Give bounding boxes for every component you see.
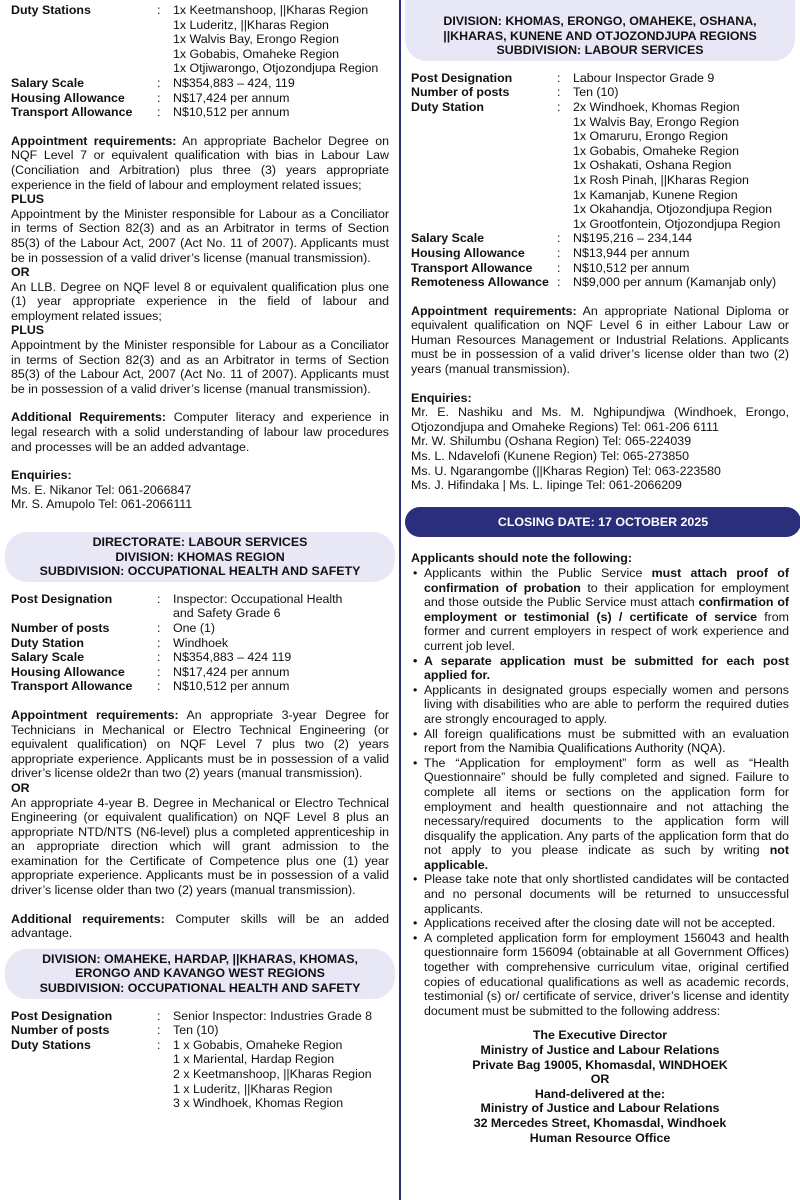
note-item: • A completed application form for employment 156043 and health questionnaire form 156094 (obtainable at all Government Offices) together with comprehensive curriculum vitae, original certified copies of educational qualifications as well as academic records, testimonial (s) or/ certificate of service, driver’s license and identity document must be submitted to the following address: <box>411 931 789 1019</box>
housing-value: N$17,424 per annum <box>173 90 290 105</box>
duty-line: 1 x Gobabis, Omaheke Region <box>173 1037 343 1052</box>
salary-label: Salary Scale <box>411 231 485 246</box>
label: Additional requirements: <box>11 911 165 926</box>
address-line: Ministry of Justice and Labour Relations <box>480 1101 720 1116</box>
salary-label: Salary Scale <box>11 75 85 90</box>
duty-line: 2x Windhoek, Khomas Region <box>573 99 740 114</box>
housing-label: Housing Allowance <box>11 90 125 105</box>
duty-line: 1x Kamanjab, Kunene Region <box>573 187 738 202</box>
plus-label: PLUS <box>11 192 45 207</box>
enquiry-line: Ms. J. Hifindaka | Ms. L. Iipinge Tel: 061-2066209 <box>411 478 682 493</box>
num-value: One (1) <box>173 620 216 635</box>
appointment-requirements <box>11 708 389 781</box>
or-label: OR <box>11 265 30 280</box>
address-line: The Executive Director <box>532 1028 668 1043</box>
duty-line: 1x Luderitz, ||Kharas Region <box>173 17 329 32</box>
transport-value: N$10,512 per annum <box>173 105 290 120</box>
post1-duty-lines-top <box>173 3 389 18</box>
enquiries-label: Enquiries: <box>411 390 472 405</box>
label: Additional Requirements: <box>11 410 166 425</box>
enquiry-line: Mr. W. Shilumbu (Oshana Region) Tel: 065-224039 <box>411 434 692 449</box>
address-line: Ministry of Justice and Labour Relations <box>480 1043 720 1057</box>
post-value: Labour Inspector Grade 9 <box>573 70 715 85</box>
text: to their application for employment and those outside the Public Service must attach <box>424 580 789 610</box>
address-line: OR <box>590 1072 610 1087</box>
text: Computer skills will be an added advantage. <box>11 911 389 941</box>
post-label: Post Designation <box>11 1008 113 1023</box>
note-item: • Please take note that only shortlisted candidates will be contacted and no personal documents will be returned to unsuccessful applicants. <box>411 872 789 916</box>
header-line: DIRECTORATE: LABOUR SERVICES <box>92 535 308 549</box>
text-bold: must attach proof of confirmation of probation <box>424 566 789 595</box>
duty-line: 1x Gobabis, Omaheke Region <box>173 46 339 61</box>
note-item: • Applications received after the closing date will not be accepted. <box>411 916 789 931</box>
housing-label: Housing Allowance <box>11 664 125 679</box>
post-value: Senior Inspector: Industries Grade 8 <box>173 1008 373 1023</box>
duty-lines <box>573 100 789 231</box>
duty-label: Duty Station <box>411 99 484 114</box>
transport-value: N$10,512 per annum <box>573 260 690 275</box>
post2-details: Post Designation : Inspector: Occupational Health and Safety Grade 6 Number of posts : One (1) Duty Station : Windhoek Salary Scale : N$354,883 – 424 119 Housing Allowance : N$17,424 per annum Transport Allowance : N$10,512 per annum <box>11 592 389 694</box>
duty-line: 1x Rosh Pinah, ||Kharas Region <box>573 172 749 187</box>
address-line: Private Bag 19005, Khomasdal, WINDHOEK <box>472 1057 728 1072</box>
appointment-or: An LLB. Degree on NQF level 8 or equivalent qualification plus one (1) year appropriate experience in the field of labour and employment related issues; <box>11 279 389 323</box>
plus-label: PLUS <box>11 323 45 338</box>
note-item: • Applicants in designated groups especially women and persons living with disabilities who are able to perform the required duties are strongly encouraged to apply. <box>411 683 789 727</box>
closing-date-banner: CLOSING DATE: 17 OCTOBER 2025 <box>405 507 800 538</box>
post-label: Post Designation <box>11 591 113 606</box>
duty-line: 3 x Windhoek, Khomas Region <box>173 1096 344 1111</box>
salary-value: N$354,883 – 424, 119 <box>173 75 295 90</box>
num-value: Ten (10) <box>173 1023 219 1038</box>
address-line: 32 Mercedes Street, Khomasdal, Windhoek <box>473 1115 727 1130</box>
post1-details: 1x Keetmanshoop, ||Kharas Region Duty Stations : 1x Luderitz, ||Kharas Region 1x Walvis Bay, Erongo Region 1x Gobabis, Omaheke Region 1x Otjiwarongo, Otjozondjupa Region Salary Scale : N$354,883 – 424, 119 Housing Allowance : N$17,424 per annum Transport Allowance : N$10,512 per annum <box>11 0 389 120</box>
duty-line: 1 x Mariental, Hardap Region <box>173 1052 335 1067</box>
post-value: and Safety Grade 6 <box>173 606 281 621</box>
enquiry-line: Mr. E. Nashiku and Ms. M. Nghipundjwa (Windhoek, Erongo, Otjozondjupa and Omaheke Regions) Tel: 061-206 6111 <box>411 405 789 434</box>
text: An appropriate 3-year Degree for Technicians in Mechanical or Electro Technical Engineering (or equivalent qualification) on NQF Level 7 plus two (2) years appropriate experience. Applicants must be in possession of a valid driver’s license olde2r than two (2) years (manual transmission). <box>11 707 389 781</box>
duty-label: Duty Station <box>11 635 84 650</box>
header-line: DIVISION: KHOMAS, ERONGO, OMAHEKE, OSHANA, <box>443 14 757 28</box>
appointment-plus: Appointment by the Minister responsible for Labour as a Conciliator in terms of Section 82(3) and as an Arbitrator in terms of Section 85(3) of the Labour Act, 2007 (Act No. 11 of 2007). Applicants must be in possession of a valid driver’s license (manual transmission). <box>11 338 389 396</box>
duty-line: 1x Keetmanshoop, ||Kharas Region <box>173 3 369 17</box>
enquiry-line: Mr. S. Amupolo Tel: 061-2066111 <box>11 497 193 512</box>
label: Appointment requirements: <box>411 303 577 318</box>
note-item <box>411 566 789 654</box>
appointment-requirements <box>11 134 389 192</box>
text: from former and current employers in respect of work experience and current job level. <box>424 609 790 653</box>
text-bold: not applicable. <box>424 843 789 872</box>
housing-label: Housing Allowance <box>411 245 525 260</box>
enquiries-label: Enquiries: <box>11 468 72 483</box>
remoteness-value: N$9,000 per annum (Kamanjab only) <box>573 275 777 290</box>
section-header <box>5 532 395 582</box>
duty-value: Windhoek <box>173 635 229 650</box>
section-header <box>405 0 795 61</box>
text: The “Application for employment” form as well as “Health Questionnaire” should be fully completed and signed. Failure to complete all items or sections on the application form for employment and health questionnaire and not attaching the necessary/required documents to the application form will disqualify the application. Any parts of the application form that do not apply to you please indicate as such by writing <box>424 755 789 858</box>
text: An appropriate National Diploma or equivalent qualification on NQF Level 6 in either Labour Law or Human Resources Management or Industrial Relations. Applicants must be in possession of a valid driver’s license older than two (2) years (manual transmission). <box>411 303 789 377</box>
text: Computer literacy and experience in legal research with a solid understanding of labour law procedures and processes will be an added advantage. <box>11 410 389 454</box>
address-line: Human Resource Office <box>529 1130 671 1145</box>
left-column <box>11 0 389 1111</box>
label: Appointment requirements: <box>11 707 179 722</box>
post-value: Inspector: Occupational Health <box>173 591 343 606</box>
duty-line: 1 x Luderitz, ||Kharas Region <box>173 1081 333 1096</box>
appointment-plus: Appointment by the Minister responsible for Labour as a Conciliator in terms of Section 82(3) and as an Arbitrator in terms of Section 85(3) of the Labour Act, 2007 (Act No. 11 of 2007). Applicants must be in possession of a valid driver’s license (manual transmission). <box>11 206 389 265</box>
text-bold: confirmation of employment or testimonial (s) / certificate of service <box>424 595 790 624</box>
duty-line: 2 x Keetmanshoop, ||Kharas Region <box>173 1067 372 1081</box>
enquiry-line: Ms. E. Nikanor Tel: 061-2066847 <box>11 482 192 497</box>
post1-duty-lines <box>173 18 389 76</box>
label: Appointment requirements: <box>11 133 177 148</box>
transport-label: Transport Allowance <box>11 679 133 694</box>
duty-lines <box>173 1038 389 1111</box>
transport-value: N$10,512 per annum <box>173 679 290 694</box>
duty-line: 1x Gobabis, Omaheke Region <box>573 143 739 158</box>
duty-line: 1x Omaruru, Erongo Region <box>573 129 728 144</box>
header-line: DIVISION: OMAHEKE, HARDAP, ||KHARAS, KHOMAS, <box>42 951 358 966</box>
post3-details: Post Designation : Senior Inspector: Industries Grade 8 Number of posts : Ten (10) Duty Stations : 1 x Gobabis, Omaheke Region 1 x Mariental, Hardap Region 2 x Keetmanshoop, ||Kharas Region 1 x Luderitz, ||Kharas Region 3 x Windhoek, Khomas Region <box>11 1009 389 1111</box>
postal-address <box>411 1028 789 1145</box>
note-item: • All foreign qualifications must be submitted with an evaluation report from the Namibia Qualifications Authority (NQA). <box>411 727 789 756</box>
note-item <box>411 756 789 873</box>
num-label: Number of posts <box>411 85 510 100</box>
right-column <box>411 0 789 1145</box>
duty-label: Duty Stations <box>11 1037 91 1052</box>
additional-requirements <box>11 410 389 454</box>
note-item: • A separate application must be submitted for each post applied for. <box>411 654 789 683</box>
additional-requirements <box>11 912 389 941</box>
duty-line: 1x Oshakati, Oshana Region <box>573 158 732 173</box>
appointment-or: An appropriate 4-year B. Degree in Mechanical or Electro Technical Engineering (or equivalent qualification) on NQF Level 8 plus an appropriate NTD/NTS (N6-level) plus a completed apprenticeship in an appropriate direction which will grant admission to the examination for the Certificate of Competence plus one (1) year appropriate experience. Applicants must be in possession of a valid driver’s license older than two (2) years (manual transmission). <box>11 795 389 898</box>
header-line: SUBDIVISION: LABOUR SERVICES <box>496 43 704 58</box>
post-label: Post Designation <box>411 70 513 85</box>
header-line: DIVISION: KHOMAS REGION <box>115 549 285 564</box>
post4-details: Post Designation : Labour Inspector Grade 9 Number of posts : Ten (10) Duty Station : 2x Windhoek, Khomas Region 1x Walvis Bay, Erongo Region 1x Omaruru, Erongo Region 1x Gobabis, Omaheke Region 1x Oshakati, Oshana Region 1x Rosh Pinah, ||Kharas Region 1x Kamanjab, Kunene Region 1x Okahandja, Otjozondjupa Region 1x Grootfontein, Otjozondjupa Region Salary Scale : N$195,216 – 234,144 Housing Allowance : N$13,944 per annum Transport Allowance : N$10,512 per annum Remoteness Allowance : N$9,000 per annum (Kamanjab only) <box>411 71 789 290</box>
text: An appropriate Bachelor Degree on NQF Level 7 or equivalent qualification with bias in Labour Law (Conciliation and Arbitration) plus three (3) years appropriate experience in the field of labour and employment related issues; <box>11 133 389 192</box>
column-divider <box>399 0 401 1200</box>
housing-value: N$17,424 per annum <box>173 664 290 679</box>
header-line: SUBDIVISION: OCCUPATIONAL HEALTH AND SAFETY <box>39 981 361 996</box>
section-header <box>5 949 395 999</box>
enquiry-line: Ms. L. Ndavelofi (Kunene Region) Tel: 065-273850 <box>411 449 690 464</box>
duty-line: 1x Otjiwarongo, Otjozondjupa Region <box>173 61 379 76</box>
num-label: Number of posts <box>11 1023 110 1038</box>
num-value: Ten (10) <box>573 85 619 100</box>
remoteness-label: Remoteness Allowance <box>411 275 549 290</box>
duty-line: 1x Grootfontein, Otjozondjupa Region <box>573 216 781 231</box>
or-label: OR <box>11 780 30 795</box>
duty-line: 1x Okahandja, Otjozondjupa Region <box>573 202 773 217</box>
address-line: Hand-delivered at the: <box>534 1086 666 1101</box>
transport-label: Transport Allowance <box>11 105 133 120</box>
duty-line: 1x Walvis Bay, Erongo Region <box>173 32 339 47</box>
header-line: ERONGO AND KAVANGO WEST REGIONS <box>75 966 325 981</box>
duty-line: 1x Walvis Bay, Erongo Region <box>573 114 739 129</box>
num-label: Number of posts <box>11 620 110 635</box>
enquiry-line: Ms. U. Ngarangombe (||Kharas Region) Tel: 063-223580 <box>411 463 721 478</box>
salary-value: N$195,216 – 234,144 <box>573 231 693 246</box>
duty-label: Duty Stations <box>11 3 91 17</box>
header-line: ||KHARAS, KUNENE AND OTJOZONDJUPA REGIONS <box>443 28 757 43</box>
header-line: SUBDIVISION: OCCUPATIONAL HEALTH AND SAFETY <box>39 564 361 579</box>
transport-label: Transport Allowance <box>411 260 533 275</box>
notes-title: Applicants should note the following: <box>411 551 632 566</box>
housing-value: N$13,944 per annum <box>573 245 690 260</box>
text: Applicants within the Public Service <box>424 566 652 580</box>
salary-label: Salary Scale <box>11 650 85 665</box>
salary-value: N$354,883 – 424 119 <box>173 650 292 665</box>
notes-list <box>411 566 789 1018</box>
appointment-requirements <box>411 304 789 377</box>
